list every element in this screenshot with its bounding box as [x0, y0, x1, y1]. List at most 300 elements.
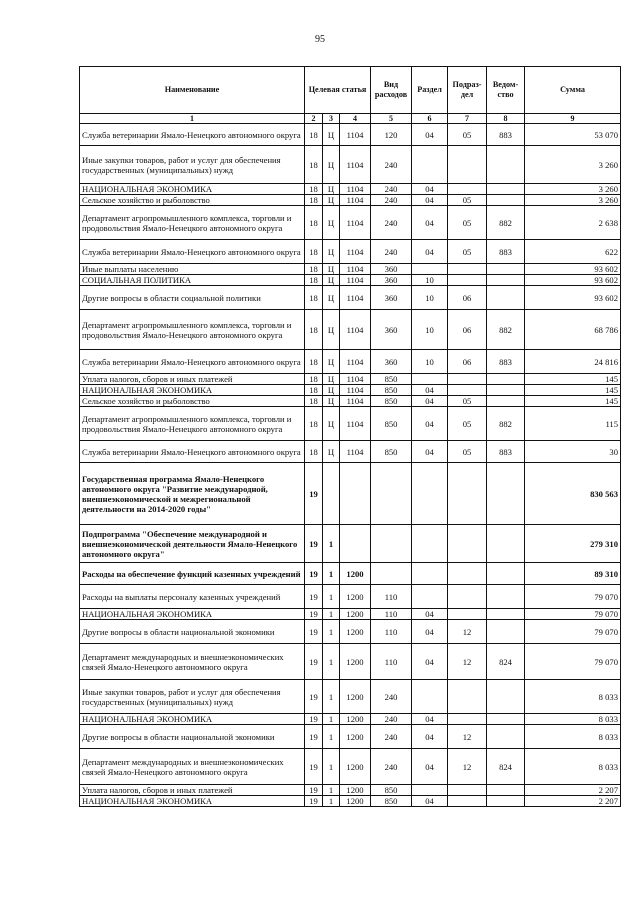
row-target-code: 1200: [340, 620, 371, 644]
row-target-subprogram: Ц: [323, 385, 340, 396]
row-target-program: 19: [305, 620, 323, 644]
row-sum: 68 786: [525, 310, 621, 350]
row-target-program: 18: [305, 240, 323, 264]
column-number: 8: [487, 114, 525, 124]
row-target-program: 19: [305, 725, 323, 749]
row-name: Подпрограмма "Обеспечение международной и внешнеэкономической деятельности Ямало-Ненецкого автономного округа": [80, 525, 305, 563]
row-target-subprogram: Ц: [323, 441, 340, 463]
row-target-program: 19: [305, 644, 323, 680]
table-body: [80, 124, 621, 807]
row-target-subprogram: Ц: [323, 275, 340, 286]
row-section: 04: [412, 396, 448, 407]
row-section: 04: [412, 609, 448, 620]
row-sum: 93 602: [525, 264, 621, 275]
row-subsection: 12: [448, 749, 487, 785]
row-target-code: 1104: [340, 195, 371, 206]
row-sum: 79 070: [525, 585, 621, 609]
row-expense-type: 240: [371, 240, 412, 264]
row-expense-type: 360: [371, 350, 412, 374]
row-section: 04: [412, 749, 448, 785]
row-name: НАЦИОНАЛЬНАЯ ЭКОНОМИКА: [80, 796, 305, 807]
row-section: 04: [412, 644, 448, 680]
row-target-code: 1104: [340, 407, 371, 441]
row-name: Другие вопросы в области национальной экономики: [80, 620, 305, 644]
row-target-subprogram: 1: [323, 680, 340, 714]
row-name: НАЦИОНАЛЬНАЯ ЭКОНОМИКА: [80, 609, 305, 620]
header-name: Наименование: [80, 67, 305, 114]
column-number: 1: [80, 114, 305, 124]
row-department: [487, 396, 525, 407]
row-expense-type: 850: [371, 385, 412, 396]
table-row: [80, 563, 621, 585]
row-expense-type: [371, 563, 412, 585]
row-expense-type: 240: [371, 714, 412, 725]
row-sum: 93 602: [525, 286, 621, 310]
row-target-subprogram: Ц: [323, 396, 340, 407]
table-row: [80, 146, 621, 184]
row-target-program: 18: [305, 350, 323, 374]
row-expense-type: 850: [371, 396, 412, 407]
row-sum: 79 070: [525, 620, 621, 644]
row-target-program: 19: [305, 525, 323, 563]
row-subsection: 06: [448, 286, 487, 310]
row-section: 04: [412, 725, 448, 749]
table-row: [80, 714, 621, 725]
column-number: 7: [448, 114, 487, 124]
table-row: [80, 463, 621, 525]
row-section: [412, 680, 448, 714]
row-department: [487, 725, 525, 749]
row-name: НАЦИОНАЛЬНАЯ ЭКОНОМИКА: [80, 184, 305, 195]
row-department: 882: [487, 407, 525, 441]
row-subsection: 06: [448, 350, 487, 374]
row-name: Служба ветеринарии Ямало-Ненецкого автономного округа: [80, 124, 305, 146]
row-target-program: 19: [305, 463, 323, 525]
row-name: Другие вопросы в области социальной политики: [80, 286, 305, 310]
row-subsection: [448, 680, 487, 714]
row-expense-type: [371, 525, 412, 563]
row-subsection: [448, 563, 487, 585]
row-expense-type: 850: [371, 407, 412, 441]
row-target-program: 19: [305, 680, 323, 714]
table-row: [80, 240, 621, 264]
header-section: Раздел: [412, 67, 448, 114]
row-department: 883: [487, 441, 525, 463]
row-target-program: 18: [305, 385, 323, 396]
row-subsection: 05: [448, 240, 487, 264]
row-target-code: 1200: [340, 725, 371, 749]
row-target-program: 18: [305, 264, 323, 275]
row-target-program: 18: [305, 396, 323, 407]
row-target-subprogram: 1: [323, 620, 340, 644]
row-target-subprogram: Ц: [323, 350, 340, 374]
row-department: 883: [487, 350, 525, 374]
row-section: 04: [412, 184, 448, 195]
row-subsection: 05: [448, 195, 487, 206]
row-subsection: [448, 525, 487, 563]
header-expense-type: Вид расходов: [371, 67, 412, 114]
row-subsection: [448, 275, 487, 286]
row-department: [487, 563, 525, 585]
table-row: [80, 525, 621, 563]
row-section: 10: [412, 275, 448, 286]
row-expense-type: 120: [371, 124, 412, 146]
row-expense-type: 360: [371, 310, 412, 350]
row-sum: 30: [525, 441, 621, 463]
row-department: [487, 374, 525, 385]
row-target-subprogram: 1: [323, 796, 340, 807]
row-section: 10: [412, 310, 448, 350]
row-name: Иные выплаты населению: [80, 264, 305, 275]
row-subsection: 12: [448, 644, 487, 680]
row-section: 10: [412, 286, 448, 310]
row-target-subprogram: 1: [323, 563, 340, 585]
row-department: [487, 525, 525, 563]
row-sum: 145: [525, 374, 621, 385]
table-row: [80, 310, 621, 350]
row-expense-type: 110: [371, 644, 412, 680]
row-target-code: [340, 525, 371, 563]
row-target-program: 18: [305, 206, 323, 240]
row-expense-type: 240: [371, 680, 412, 714]
row-target-program: 19: [305, 785, 323, 796]
row-name: Уплата налогов, сборов и иных платежей: [80, 785, 305, 796]
header-sum: Сумма: [525, 67, 621, 114]
row-target-code: 1104: [340, 146, 371, 184]
row-target-code: 1104: [340, 310, 371, 350]
row-expense-type: 850: [371, 796, 412, 807]
row-sum: 830 563: [525, 463, 621, 525]
row-target-subprogram: 1: [323, 714, 340, 725]
row-name: НАЦИОНАЛЬНАЯ ЭКОНОМИКА: [80, 385, 305, 396]
row-target-code: 1104: [340, 396, 371, 407]
row-sum: 93 602: [525, 275, 621, 286]
row-department: [487, 620, 525, 644]
row-department: [487, 286, 525, 310]
row-department: [487, 264, 525, 275]
row-expense-type: 240: [371, 195, 412, 206]
row-sum: 2 207: [525, 785, 621, 796]
row-sum: 145: [525, 396, 621, 407]
row-section: [412, 146, 448, 184]
row-name: Иные закупки товаров, работ и услуг для обеспечения государственных (муниципальных) нужд: [80, 680, 305, 714]
row-target-program: 18: [305, 275, 323, 286]
row-expense-type: 110: [371, 609, 412, 620]
row-sum: 3 260: [525, 195, 621, 206]
row-subsection: [448, 374, 487, 385]
row-subsection: 12: [448, 620, 487, 644]
row-target-subprogram: Ц: [323, 240, 340, 264]
row-target-subprogram: Ц: [323, 264, 340, 275]
row-target-program: 18: [305, 195, 323, 206]
row-target-code: 1104: [340, 264, 371, 275]
row-sum: 79 070: [525, 609, 621, 620]
row-expense-type: 240: [371, 146, 412, 184]
row-target-subprogram: 1: [323, 525, 340, 563]
row-target-program: 19: [305, 796, 323, 807]
row-name: Департамент международных и внешнеэкономических связей Ямало-Ненецкого автономного округа: [80, 749, 305, 785]
header-row: [80, 67, 621, 114]
row-target-code: 1200: [340, 796, 371, 807]
table-row: [80, 585, 621, 609]
header-target: Целевая статья: [305, 67, 371, 114]
row-name: СОЦИАЛЬНАЯ ПОЛИТИКА: [80, 275, 305, 286]
row-target-code: 1104: [340, 286, 371, 310]
table-row: [80, 385, 621, 396]
column-number: 6: [412, 114, 448, 124]
row-department: 883: [487, 124, 525, 146]
row-target-program: 19: [305, 714, 323, 725]
row-target-program: 18: [305, 374, 323, 385]
row-subsection: [448, 264, 487, 275]
table-row: [80, 441, 621, 463]
row-subsection: [448, 609, 487, 620]
row-expense-type: 240: [371, 725, 412, 749]
row-expense-type: 240: [371, 184, 412, 195]
row-name: Сельское хозяйство и рыболовство: [80, 195, 305, 206]
row-subsection: 06: [448, 310, 487, 350]
row-section: [412, 374, 448, 385]
row-name: Уплата налогов, сборов и иных платежей: [80, 374, 305, 385]
row-section: 04: [412, 796, 448, 807]
row-section: 04: [412, 240, 448, 264]
table-row: [80, 749, 621, 785]
row-subsection: 05: [448, 407, 487, 441]
row-expense-type: [371, 463, 412, 525]
row-target-subprogram: Ц: [323, 206, 340, 240]
table-row: [80, 286, 621, 310]
row-subsection: [448, 714, 487, 725]
table-row: [80, 264, 621, 275]
row-target-program: 19: [305, 609, 323, 620]
row-sum: 2 207: [525, 796, 621, 807]
row-target-program: 19: [305, 585, 323, 609]
row-subsection: [448, 184, 487, 195]
row-section: 04: [412, 714, 448, 725]
table-row: [80, 374, 621, 385]
row-target-subprogram: 1: [323, 644, 340, 680]
row-subsection: 12: [448, 725, 487, 749]
row-section: [412, 525, 448, 563]
row-name: Расходы на обеспечение функций казенных учреждений: [80, 563, 305, 585]
row-expense-type: 240: [371, 749, 412, 785]
row-subsection: 05: [448, 206, 487, 240]
row-target-subprogram: Ц: [323, 286, 340, 310]
row-sum: 24 816: [525, 350, 621, 374]
table-row: [80, 609, 621, 620]
row-department: 824: [487, 644, 525, 680]
table-row: [80, 350, 621, 374]
row-target-subprogram: 1: [323, 585, 340, 609]
row-sum: 79 070: [525, 644, 621, 680]
row-department: [487, 195, 525, 206]
header-department: Ведом-ство: [487, 67, 525, 114]
row-department: [487, 146, 525, 184]
table-row: [80, 644, 621, 680]
row-target-subprogram: 1: [323, 725, 340, 749]
row-target-program: 18: [305, 441, 323, 463]
row-section: 04: [412, 385, 448, 396]
row-subsection: [448, 385, 487, 396]
row-target-code: 1200: [340, 585, 371, 609]
row-sum: 8 033: [525, 680, 621, 714]
row-target-program: 19: [305, 563, 323, 585]
row-sum: 53 070: [525, 124, 621, 146]
row-subsection: [448, 463, 487, 525]
row-department: [487, 275, 525, 286]
row-name: Служба ветеринарии Ямало-Ненецкого автономного округа: [80, 240, 305, 264]
row-name: Департамент агропромышленного комплекса, торговли и продовольствия Ямало-Ненецкого автономного округа: [80, 310, 305, 350]
row-target-subprogram: 1: [323, 785, 340, 796]
table-row: [80, 725, 621, 749]
row-sum: 89 310: [525, 563, 621, 585]
row-expense-type: 850: [371, 374, 412, 385]
header-subsection: Подраз-дел: [448, 67, 487, 114]
row-target-subprogram: Ц: [323, 407, 340, 441]
row-target-code: 1200: [340, 749, 371, 785]
row-target-subprogram: [323, 463, 340, 525]
row-sum: 3 260: [525, 184, 621, 195]
row-expense-type: 850: [371, 785, 412, 796]
row-department: 882: [487, 310, 525, 350]
row-target-subprogram: Ц: [323, 184, 340, 195]
row-sum: 145: [525, 385, 621, 396]
table-row: [80, 620, 621, 644]
column-number: 3: [323, 114, 340, 124]
table-row: [80, 195, 621, 206]
row-section: 10: [412, 350, 448, 374]
row-name: Иные закупки товаров, работ и услуг для обеспечения государственных (муниципальных) нужд: [80, 146, 305, 184]
row-target-program: 18: [305, 184, 323, 195]
row-name: Сельское хозяйство и рыболовство: [80, 396, 305, 407]
row-expense-type: 360: [371, 275, 412, 286]
row-target-subprogram: Ц: [323, 374, 340, 385]
row-name: Другие вопросы в области национальной экономики: [80, 725, 305, 749]
row-expense-type: 360: [371, 264, 412, 275]
row-department: [487, 385, 525, 396]
row-expense-type: 240: [371, 206, 412, 240]
row-subsection: 05: [448, 124, 487, 146]
table-row: [80, 407, 621, 441]
row-section: 04: [412, 124, 448, 146]
row-name: Государственная программа Ямало-Ненецкого автономного округа "Развитие международной, внешнеэкономической и межрегиональной деятельности на 2014-2020 годы": [80, 463, 305, 525]
row-name: НАЦИОНАЛЬНАЯ ЭКОНОМИКА: [80, 714, 305, 725]
row-section: [412, 563, 448, 585]
row-target-program: 18: [305, 286, 323, 310]
row-department: [487, 680, 525, 714]
table-row: [80, 680, 621, 714]
row-name: Департамент агропромышленного комплекса, торговли и продовольствия Ямало-Ненецкого автономного округа: [80, 407, 305, 441]
row-department: [487, 585, 525, 609]
row-subsection: 05: [448, 396, 487, 407]
row-sum: 622: [525, 240, 621, 264]
row-expense-type: 850: [371, 441, 412, 463]
row-name: Расходы на выплаты персоналу казенных учреждений: [80, 585, 305, 609]
row-sum: 115: [525, 407, 621, 441]
table-row: [80, 206, 621, 240]
row-department: [487, 714, 525, 725]
row-target-subprogram: Ц: [323, 195, 340, 206]
row-expense-type: 360: [371, 286, 412, 310]
page-number: 95: [315, 34, 325, 45]
row-section: [412, 264, 448, 275]
row-target-program: 18: [305, 407, 323, 441]
column-number-row: [80, 114, 621, 124]
row-target-code: 1104: [340, 240, 371, 264]
row-name: Служба ветеринарии Ямало-Ненецкого автономного округа: [80, 441, 305, 463]
table-row: [80, 796, 621, 807]
table-row: [80, 785, 621, 796]
row-target-subprogram: Ц: [323, 310, 340, 350]
row-department: [487, 796, 525, 807]
column-number: 9: [525, 114, 621, 124]
row-target-code: 1200: [340, 609, 371, 620]
row-target-code: 1104: [340, 275, 371, 286]
column-number: 4: [340, 114, 371, 124]
row-expense-type: 110: [371, 620, 412, 644]
row-target-subprogram: 1: [323, 609, 340, 620]
row-target-program: 18: [305, 146, 323, 184]
column-number: 2: [305, 114, 323, 124]
row-target-code: 1200: [340, 563, 371, 585]
row-sum: 8 033: [525, 714, 621, 725]
row-section: [412, 785, 448, 796]
row-section: 04: [412, 620, 448, 644]
row-subsection: [448, 146, 487, 184]
row-target-program: 18: [305, 124, 323, 146]
row-subsection: 05: [448, 441, 487, 463]
row-target-code: 1104: [340, 124, 371, 146]
row-name: Служба ветеринарии Ямало-Ненецкого автономного округа: [80, 350, 305, 374]
row-department: [487, 609, 525, 620]
row-sum: 2 638: [525, 206, 621, 240]
row-sum: 8 033: [525, 725, 621, 749]
row-section: 04: [412, 407, 448, 441]
budget-table: [79, 66, 621, 807]
row-section: 04: [412, 206, 448, 240]
row-department: [487, 463, 525, 525]
row-target-code: 1200: [340, 785, 371, 796]
row-target-code: 1104: [340, 206, 371, 240]
row-sum: 8 033: [525, 749, 621, 785]
row-department: [487, 184, 525, 195]
row-name: Департамент международных и внешнеэкономических связей Ямало-Ненецкого автономного округа: [80, 644, 305, 680]
row-expense-type: 110: [371, 585, 412, 609]
row-target-code: 1104: [340, 385, 371, 396]
row-department: 824: [487, 749, 525, 785]
table-row: [80, 396, 621, 407]
row-target-program: 19: [305, 749, 323, 785]
row-subsection: [448, 785, 487, 796]
row-target-code: 1200: [340, 680, 371, 714]
row-subsection: [448, 796, 487, 807]
table-row: [80, 275, 621, 286]
row-section: 04: [412, 441, 448, 463]
row-target-code: 1104: [340, 441, 371, 463]
row-target-program: 18: [305, 310, 323, 350]
row-target-code: [340, 463, 371, 525]
row-section: [412, 585, 448, 609]
row-target-subprogram: Ц: [323, 124, 340, 146]
row-department: [487, 785, 525, 796]
row-target-code: 1104: [340, 350, 371, 374]
row-name: Департамент агропромышленного комплекса, торговли и продовольствия Ямало-Ненецкого автономного округа: [80, 206, 305, 240]
row-section: [412, 463, 448, 525]
row-subsection: [448, 585, 487, 609]
row-target-code: 1104: [340, 374, 371, 385]
table-row: [80, 124, 621, 146]
row-sum: 3 260: [525, 146, 621, 184]
